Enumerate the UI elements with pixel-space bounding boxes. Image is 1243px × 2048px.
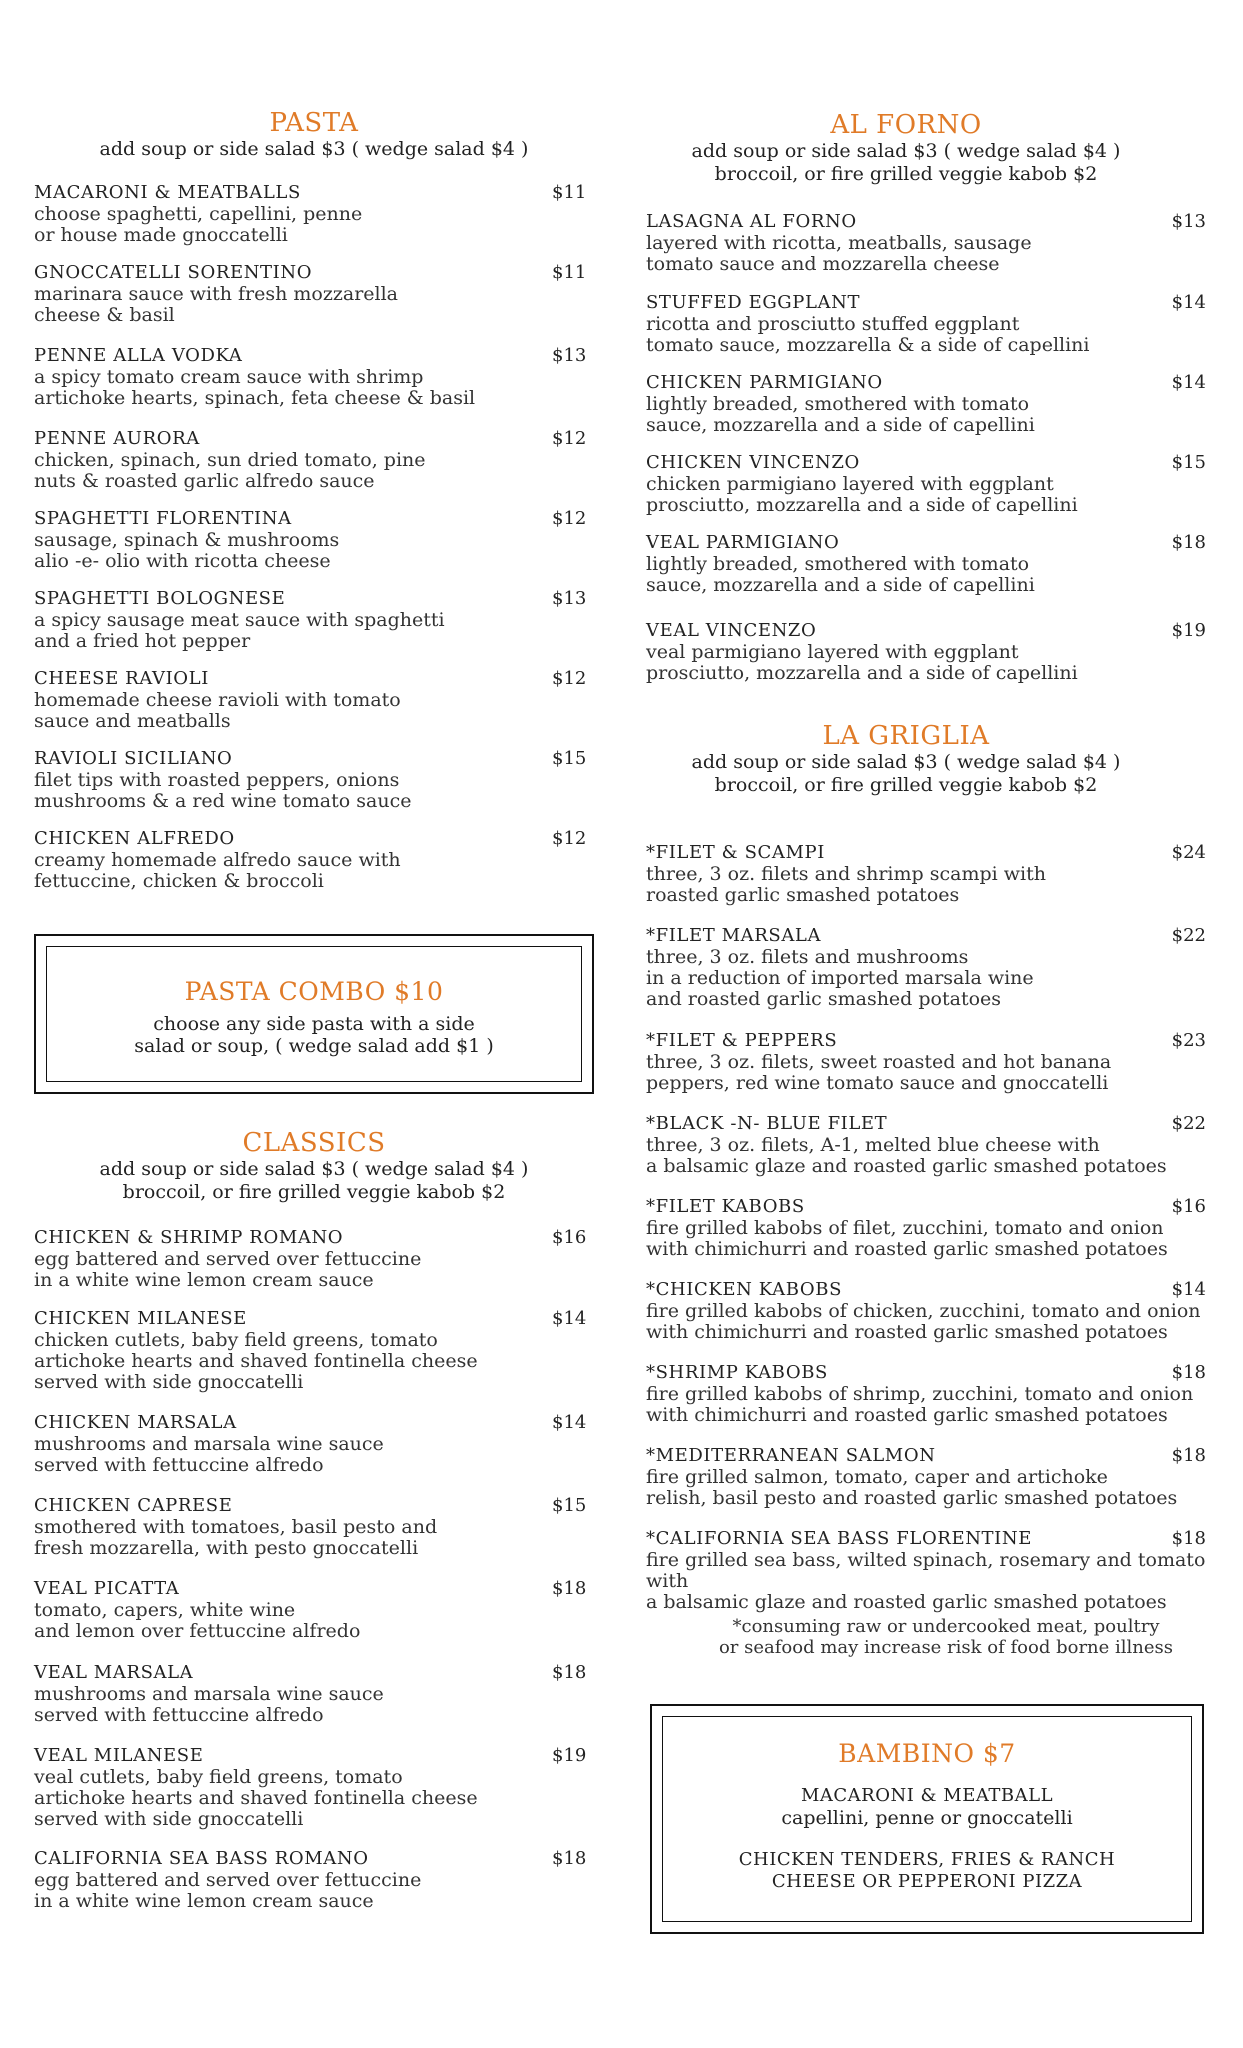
menu-item-description: choose spaghetti, capellini, penne: [34, 203, 363, 225]
menu-item-description: with chimichurri and roasted garlic smashed potatoes: [646, 1238, 1168, 1260]
menu-item-name: *CALIFORNIA SEA BASS FLORENTINE: [646, 1528, 1032, 1549]
menu-item-price: $14: [1171, 372, 1206, 393]
menu-item-name: CALIFORNIA SEA BASS ROMANO: [34, 1848, 369, 1869]
menu-item: [646, 211, 1206, 275]
menu-item-name: SPAGHETTI FLORENTINA: [34, 508, 292, 529]
menu-item-price: $14: [1171, 292, 1206, 313]
menu-item-description: mushrooms and marsala wine sauce: [34, 1683, 384, 1705]
menu-item-description: sauce, mozzarella and a side of capellini: [646, 414, 1035, 436]
menu-item-name: CHICKEN & SHRIMP ROMANO: [34, 1227, 344, 1248]
menu-item: [646, 1113, 1206, 1177]
menu-item-name: PENNE AURORA: [34, 428, 200, 449]
menu-item: [646, 452, 1206, 516]
menu-item-price: $16: [552, 1227, 587, 1248]
menu-item-name: PENNE ALLA VODKA: [34, 345, 243, 366]
menu-item-name: *FILET MARSALA: [646, 925, 822, 946]
menu-item-name: CHICKEN PARMIGIANO: [646, 372, 883, 393]
alforno-section: [646, 110, 1166, 186]
menu-item-price: $12: [552, 828, 587, 849]
menu-item: [646, 925, 1206, 1010]
menu-item-description: artichoke hearts, spinach, feta cheese & basil: [34, 387, 476, 409]
menu-item-name: CHICKEN MILANESE: [34, 1308, 247, 1329]
menu-item: [34, 748, 594, 812]
menu-item-price: $18: [552, 1578, 587, 1599]
menu-item-description: fire grilled sea bass, wilted spinach, rosemary and tomato with: [646, 1549, 1206, 1592]
menu-item-price: $22: [1171, 925, 1206, 946]
menu-item-description: a balsamic glaze and roasted garlic smashed potatoes: [646, 1155, 1167, 1177]
alforno-subtitle-2: broccoil, or fire grilled veggie kabob $2: [714, 163, 1098, 185]
menu-item-price: $14: [552, 1412, 587, 1433]
menu-item: [646, 372, 1206, 436]
menu-item: [34, 428, 594, 492]
menu-item: [34, 1227, 594, 1291]
menu-item: [34, 182, 594, 246]
pasta-combo-line2: salad or soup, ( wedge salad add $1 ): [134, 1035, 494, 1057]
alforno-subtitle-1: add soup or side salad $3 ( wedge salad $4 ): [691, 140, 1121, 162]
menu-item-description: fresh mozzarella, with pesto gnoccatelli: [34, 1537, 419, 1559]
griglia-subtitle-1: add soup or side salad $3 ( wedge salad $4 ): [691, 751, 1121, 773]
menu-item-description: artichoke hearts and shaved fontinella cheese: [34, 1787, 478, 1809]
menu-item-description: marinara sauce with fresh mozzarella: [34, 283, 399, 305]
menu-item-name: VEAL MILANESE: [34, 1745, 204, 1766]
menu-item: [646, 1196, 1206, 1260]
menu-item-name: VEAL PICATTA: [34, 1578, 180, 1599]
pasta-subtitle: add soup or side salad $3 ( wedge salad $4 ): [99, 138, 529, 160]
menu-item-description: prosciutto, mozzarella and a side of capellini: [646, 494, 1078, 516]
menu-item: [646, 1279, 1206, 1343]
menu-item-price: $13: [552, 345, 587, 366]
pasta-section: [34, 108, 594, 161]
menu-item-price: $13: [1171, 211, 1206, 232]
menu-item-name: VEAL VINCENZO: [646, 620, 817, 641]
menu-item-description: served with side gnoccatelli: [34, 1371, 304, 1393]
menu-item-description: and roasted garlic smashed potatoes: [646, 988, 1002, 1010]
menu-item-description: three, 3 oz. filets and shrimp scampi with: [646, 863, 1046, 885]
menu-item-description: egg battered and served over fettuccine: [34, 1248, 422, 1270]
pasta-combo-line1: choose any side pasta with a side: [153, 1013, 475, 1035]
food-safety-note: [686, 1616, 1206, 1658]
menu-item-description: mushrooms and marsala wine sauce: [34, 1433, 384, 1455]
menu-item-description: chicken parmigiano layered with eggplant: [646, 473, 1054, 495]
menu-item-name: CHICKEN MARSALA: [34, 1412, 237, 1433]
griglia-subtitle-2: broccoil, or fire grilled veggie kabob $2: [714, 774, 1098, 796]
menu-item-description: fire grilled kabobs of shrimp, zucchini, tomato and onion: [646, 1383, 1194, 1405]
menu-item-description: mushrooms & a red wine tomato sauce: [34, 790, 412, 812]
menu-item-description: in a white wine lemon cream sauce: [34, 1269, 374, 1291]
menu-item-name: MACARONI & MEATBALLS: [34, 182, 301, 203]
menu-item-name: *MEDITERRANEAN SALMON: [646, 1445, 936, 1466]
menu-item-description: lightly breaded, smothered with tomato: [646, 393, 1030, 415]
menu-item-description: a spicy sausage meat sauce with spaghetti: [34, 609, 445, 631]
menu-item: [34, 1578, 594, 1642]
menu-item-description: served with fettuccine alfredo: [34, 1704, 324, 1726]
menu-item: [34, 1662, 594, 1726]
bambino-box: [650, 1704, 1204, 1934]
menu-item: [34, 262, 594, 326]
menu-item: [34, 828, 594, 892]
menu-item-description: cheese & basil: [34, 304, 175, 326]
menu-item-price: $24: [1171, 842, 1206, 863]
menu-item: [34, 668, 594, 732]
griglia-title: LA GRIGLIA: [822, 721, 990, 751]
menu-item-description: fire grilled salmon, tomato, caper and artichoke: [646, 1466, 1108, 1488]
menu-item-description: sausage, spinach & mushrooms: [34, 529, 340, 551]
menu-item: [34, 1495, 594, 1559]
bambino-title: BAMBINO $7: [838, 1739, 1016, 1768]
menu-item-price: $19: [1171, 620, 1206, 641]
menu-item-name: CHEESE RAVIOLI: [34, 668, 209, 689]
menu-item-name: LASAGNA AL FORNO: [646, 211, 857, 232]
menu-item: [646, 1445, 1206, 1509]
menu-item-name: *BLACK -N- BLUE FILET: [646, 1113, 888, 1134]
menu-item-price: $18: [1171, 1445, 1206, 1466]
menu-item-description: chicken cutlets, baby field greens, tomato: [34, 1329, 438, 1351]
menu-item-description: artichoke hearts and shaved fontinella cheese: [34, 1350, 478, 1372]
menu-item-price: $14: [552, 1308, 587, 1329]
menu-item: [34, 1412, 594, 1476]
menu-item: [34, 508, 594, 572]
classics-subtitle-1: add soup or side salad $3 ( wedge salad $4 ): [99, 1158, 529, 1180]
menu-item-price: $18: [1171, 532, 1206, 553]
menu-item-description: chicken, spinach, sun dried tomato, pine: [34, 449, 426, 471]
menu-item-name: *FILET KABOBS: [646, 1196, 805, 1217]
menu-item-price: $18: [1171, 1528, 1206, 1549]
menu-item-description: or house made gnoccatelli: [34, 224, 288, 246]
menu-item-description: relish, basil pesto and roasted garlic smashed potatoes: [646, 1487, 1178, 1509]
menu-item-description: filet tips with roasted peppers, onions: [34, 769, 400, 791]
menu-item: [646, 1528, 1206, 1613]
menu-item-description: roasted garlic smashed potatoes: [646, 884, 960, 906]
bambino-line2: capellini, penne or gnoccatelli: [781, 1807, 1073, 1829]
menu-item-description: peppers, red wine tomato sauce and gnoccatelli: [646, 1072, 1109, 1094]
menu-item-description: fire grilled kabobs of chicken, zucchini, tomato and onion: [646, 1300, 1201, 1322]
menu-item-name: SPAGHETTI BOLOGNESE: [34, 588, 286, 609]
menu-item-description: three, 3 oz. filets, sweet roasted and hot banana: [646, 1051, 1112, 1073]
menu-item-name: *CHICKEN KABOBS: [646, 1279, 843, 1300]
menu-item-price: $15: [552, 1495, 587, 1516]
menu-item-name: RAVIOLI SICILIANO: [34, 748, 233, 769]
menu-item-description: three, 3 oz. filets and mushrooms: [646, 946, 969, 968]
menu-item-price: $18: [552, 1848, 587, 1869]
griglia-section: [646, 721, 1166, 797]
menu-item-price: $19: [552, 1745, 587, 1766]
menu-item-price: $12: [552, 668, 587, 689]
pasta-combo-inner: [46, 946, 582, 1082]
bambino-line4: CHEESE OR PEPPERONI PIZZA: [771, 1871, 1083, 1892]
menu-item-price: $18: [552, 1662, 587, 1683]
menu-item-description: sauce, mozzarella and a side of capellini: [646, 574, 1035, 596]
classics-section: [34, 1128, 594, 1204]
menu-item-description: and a fried hot pepper: [34, 630, 251, 652]
menu-item-price: $23: [1171, 1030, 1206, 1051]
menu-item-description: nuts & roasted garlic alfredo sauce: [34, 470, 375, 492]
menu-item: [34, 588, 594, 652]
menu-item-description: sauce and meatballs: [34, 710, 231, 732]
menu-item: [646, 842, 1206, 906]
menu-item: [646, 1362, 1206, 1426]
bambino-inner: [662, 1716, 1192, 1922]
menu-item-description: tomato sauce and mozzarella cheese: [646, 253, 1000, 275]
bambino-line3: CHICKEN TENDERS, FRIES & RANCH: [738, 1849, 1116, 1870]
menu-item: [34, 1308, 594, 1393]
menu-item-description: veal parmigiano layered with eggplant: [646, 641, 1019, 663]
pasta-combo-box: [34, 934, 594, 1094]
menu-item: [34, 1848, 594, 1912]
menu-item: [646, 532, 1206, 596]
menu-item-description: alio -e- olio with ricotta cheese: [34, 550, 331, 572]
menu-item-description: three, 3 oz. filets, A-1, melted blue cheese with: [646, 1134, 1100, 1156]
menu-item-description: in a reduction of imported marsala wine: [646, 967, 1034, 989]
menu-item-name: STUFFED EGGPLANT: [646, 292, 861, 313]
menu-item-description: served with side gnoccatelli: [34, 1808, 304, 1830]
menu-item-name: *SHRIMP KABOBS: [646, 1362, 828, 1383]
bambino-line1: MACARONI & MEATBALL: [800, 1785, 1054, 1806]
menu-item-description: prosciutto, mozzarella and a side of capellini: [646, 662, 1078, 684]
menu-item-description: lightly breaded, smothered with tomato: [646, 553, 1030, 575]
menu-item-description: with chimichurri and roasted garlic smashed potatoes: [646, 1404, 1168, 1426]
menu-item: [646, 620, 1206, 684]
menu-item-price: $18: [1171, 1362, 1206, 1383]
pasta-title: PASTA: [269, 108, 359, 138]
menu-item-price: $12: [552, 428, 587, 449]
menu-item-description: and lemon over fettuccine alfredo: [34, 1620, 361, 1642]
menu-item-description: veal cutlets, baby field greens, tomato: [34, 1766, 403, 1788]
menu-item-name: GNOCCATELLI SORENTINO: [34, 262, 313, 283]
menu-item-description: fire grilled kabobs of filet, zucchini, tomato and onion: [646, 1217, 1164, 1239]
menu-item-description: a balsamic glaze and roasted garlic smashed potatoes: [646, 1591, 1167, 1613]
menu-item-name: *FILET & PEPPERS: [646, 1030, 838, 1051]
menu-item-description: egg battered and served over fettuccine: [34, 1869, 422, 1891]
menu-item: [34, 1745, 594, 1830]
menu-item-description: tomato, capers, white wine: [34, 1599, 296, 1621]
menu-item-price: $14: [1171, 1279, 1206, 1300]
menu-item-price: $11: [552, 182, 587, 203]
alforno-title: AL FORNO: [830, 110, 982, 140]
menu-item-price: $15: [1171, 452, 1206, 473]
menu-item-name: *FILET & SCAMPI: [646, 842, 825, 863]
menu-item: [646, 1030, 1206, 1094]
menu-item-name: CHICKEN ALFREDO: [34, 828, 235, 849]
menu-item-price: $13: [552, 588, 587, 609]
menu-item-description: in a white wine lemon cream sauce: [34, 1890, 374, 1912]
food-safety-note-1: *consuming raw or undercooked meat, poultry: [732, 1616, 1160, 1637]
menu-item-description: creamy homemade alfredo sauce with: [34, 849, 401, 871]
classics-title: CLASSICS: [242, 1128, 386, 1158]
menu-item: [34, 345, 594, 409]
menu-item-name: CHICKEN VINCENZO: [646, 452, 860, 473]
menu-item-name: VEAL PARMIGIANO: [646, 532, 840, 553]
food-safety-note-2: or seafood may increase risk of food borne illness: [718, 1637, 1174, 1658]
menu-item-description: served with fettuccine alfredo: [34, 1454, 324, 1476]
menu-item-name: CHICKEN CAPRESE: [34, 1495, 233, 1516]
menu-item-price: $15: [552, 748, 587, 769]
menu-item-description: a spicy tomato cream sauce with shrimp: [34, 366, 424, 388]
menu-item-description: with chimichurri and roasted garlic smashed potatoes: [646, 1321, 1168, 1343]
menu-item-description: homemade cheese ravioli with tomato: [34, 689, 401, 711]
pasta-combo-title: PASTA COMBO $10: [184, 977, 444, 1006]
menu-item-price: $16: [1171, 1196, 1206, 1217]
menu-item-description: layered with ricotta, meatballs, sausage: [646, 232, 1032, 254]
menu-item: [646, 292, 1206, 356]
classics-subtitle-2: broccoil, or fire grilled veggie kabob $2: [122, 1181, 506, 1203]
menu-item-description: fettuccine, chicken & broccoli: [34, 870, 324, 892]
menu-item-price: $12: [552, 508, 587, 529]
menu-item-price: $22: [1171, 1113, 1206, 1134]
menu-item-description: ricotta and prosciutto stuffed eggplant: [646, 313, 1020, 335]
menu-item-name: VEAL MARSALA: [34, 1662, 194, 1683]
menu-item-description: smothered with tomatoes, basil pesto and: [34, 1516, 438, 1538]
menu-item-description: tomato sauce, mozzarella & a side of capellini: [646, 334, 1090, 356]
menu-item-price: $11: [552, 262, 587, 283]
